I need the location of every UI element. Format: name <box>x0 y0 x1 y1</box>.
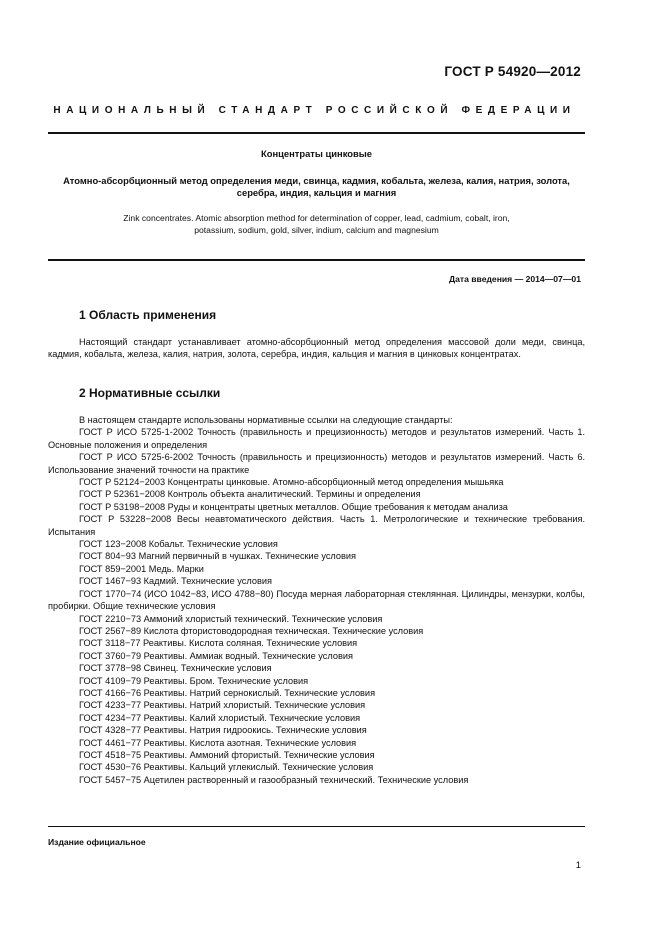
reference-item: ГОСТ Р 52124−2003 Концентраты цинковые. Атомно-абсорбционный метод определения мышьяка <box>79 477 504 488</box>
reference-item: ГОСТ 4328−77 Реактивы. Натрия гидроокись. Технические условия <box>79 725 367 736</box>
reference-item: ГОСТ 4166−76 Реактивы. Натрий сернокислый. Технические условия <box>79 687 376 698</box>
references-block <box>48 414 585 786</box>
references-intro: В настоящем стандарте использованы нормативные ссылки на следующие стандарты: <box>79 415 453 425</box>
footer-divider <box>48 826 585 827</box>
reference-item: ГОСТ 4518−75 Реактивы. Аммоний фтористый. Технические условия <box>79 749 375 760</box>
scope-paragraph: Настоящий стандарт устанавливает атомно-абсорбционный метод определения массовой доли меди, свинца, кадмия, кобальта, железа, калия, натрия, золота, серебра, индия, кальция и магния в цинковых концентратах. <box>48 337 585 360</box>
reference-item: ГОСТ 3760−79 Реактивы. Аммиак водный. Технические условия <box>79 650 353 661</box>
reference-item: ГОСТ 3778−98 Свинец. Технические условия <box>79 663 272 674</box>
section-heading-scope: 1 Область применения <box>79 308 217 322</box>
reference-item: ГОСТ 4461−77 Реактивы. Кислота азотная. Технические условия <box>79 737 357 748</box>
document-title-en: Zink concentrates. Atomic absorption method for determination of copper, lead, cadmium, cobalt, iron, potassium, sodium, gold, silver, indium, calcium and magnesium <box>123 213 510 235</box>
document-subtitle-ru: Атомно-абсорбционный метод определения меди, свинца, кадмия, кобальта, железа, калия, натрия, золота, серебра, индия, кальция и магния <box>63 175 570 198</box>
document-title-ru: Концентраты цинковые <box>261 148 372 159</box>
reference-item: ГОСТ Р 52361−2008 Контроль объекта аналитический. Термины и определения <box>79 489 421 500</box>
reference-item: ГОСТ 5457−75 Ацетилен растворенный и газообразный технический. Технические условия <box>79 774 469 785</box>
reference-item: ГОСТ Р 53198−2008 Руды и концентраты цветных металлов. Общие требования к методам анализа <box>79 501 508 512</box>
reference-item: ГОСТ 4234−77 Реактивы. Калий хлористый. Технические условия <box>79 712 361 723</box>
reference-item: ГОСТ 804−93 Магний первичный в чушках. Технические условия <box>79 551 356 562</box>
reference-item: ГОСТ 2210−73 Аммоний хлористый технический. Технические условия <box>79 613 383 624</box>
reference-item: ГОСТ 4233−77 Реактивы. Натрий хлористый. Технические условия <box>79 700 366 711</box>
reference-item: ГОСТ Р ИСО 5725-1-2002 Точность (правильность и прецизионность) методов и результатов измерений. Часть 1. Основные положения и определения <box>48 427 585 450</box>
reference-item: ГОСТ 4109−79 Реактивы. Бром. Технические условия <box>79 675 309 686</box>
gost-number: ГОСТ Р 54920—2012 <box>444 64 581 79</box>
top-divider <box>48 132 585 134</box>
page-number: 1 <box>575 860 581 871</box>
reference-item: ГОСТ 859−2001 Медь. Марки <box>79 563 204 574</box>
reference-item: ГОСТ 1770−74 (ИСО 1042−83, ИСО 4788−80) Посуда мерная лабораторная стеклянная. Цилиндры, мензурки, колбы, пробирки. Общие технические условия <box>48 588 585 612</box>
reference-item: ГОСТ Р ИСО 5725-6-2002 Точность (правильность и прецизионность) методов и результатов измерений. Часть 6. Использование значений точности на практике <box>48 452 585 475</box>
title-divider <box>48 259 585 261</box>
section-heading-references: 2 Нормативные ссылки <box>79 386 221 400</box>
reference-item: ГОСТ 123−2008 Кобальт. Технические условия <box>79 539 278 550</box>
edition-label: Издание официальное <box>48 837 146 847</box>
reference-item: ГОСТ 1467−93 Кадмий. Технические условия <box>79 576 272 587</box>
reference-item: ГОСТ 2567−89 Кислота фтористоводородная техническая. Технические условия <box>79 625 424 636</box>
reference-item: ГОСТ 4530−76 Реактивы. Кальций углекислый. Технические условия <box>79 762 374 773</box>
national-standard-title: НАЦИОНАЛЬНЫЙ СТАНДАРТ РОССИЙСКОЙ ФЕДЕРАЦИИ <box>53 105 576 116</box>
reference-item: ГОСТ 3118−77 Реактивы. Кислота соляная. Технические условия <box>79 638 358 649</box>
reference-item: ГОСТ Р 53228−2008 Весы неавтоматического действия. Часть 1. Метрологические и технические требования. Испытания <box>48 514 585 537</box>
introduction-date: Дата введения — 2014—07—01 <box>448 274 581 284</box>
